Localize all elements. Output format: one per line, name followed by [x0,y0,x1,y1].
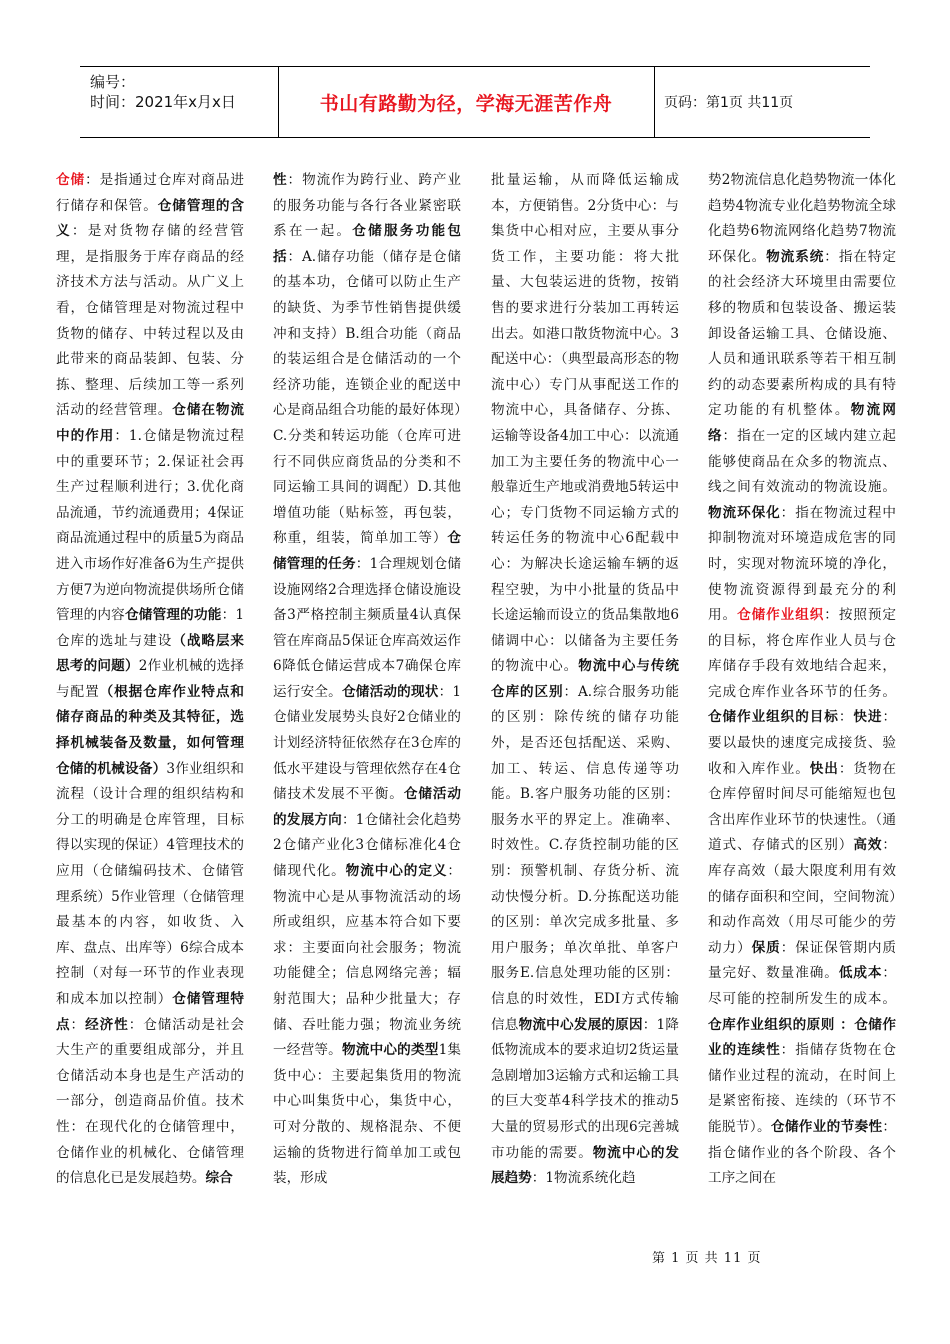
bold-term: 仓储在物流中的作用 [56,402,244,444]
body-text: ：1仓储社会化趋势2仓储产业化3仓储标准化4仓储现代化。 [273,811,461,880]
body-text: ：1物流系统化趋 [531,1170,636,1187]
body-text: ：是指通过仓库对商品进行储存和保管。 [56,172,244,214]
bold-term: 高效 [853,837,883,854]
bold-term: 快出 [809,760,839,777]
bold-term: 仓储活动的现状 [341,683,439,700]
body-text: ：尽可能的控制所发生的成本。 [708,965,896,1007]
highlight-term: 仓储作业组织 [737,607,825,624]
bold-term: 仓储活动的发展方向 [273,786,461,828]
body-text: ：A.储存功能（储存是仓储的基本功，仓储可以防止生产的缺货、为季节性销售提供缓冲和支持）B.组合功能（商品的装运组合是仓储活动的一个经济功能，连锁企业的配送中心是商品组合功能的最好体现）C.分类和转运功能（仓库可进行不同供应商货品的分类和不同运输工具间的调配）D.其他增值功能（贴标签，再包装，称重，组装，简单加工等） [273,248,461,547]
body-text: ：1仓库的选址与建设 [56,607,244,649]
bold-term: 物流中心发展的原因 [518,1016,643,1033]
body-text: ：指在一定的区域内建立起能够使商品在众多的物流点、线之间有效流动的物流设施。 [708,427,896,496]
body-text: ：是对货物存储的经营管理，是指服务于库存商品的经济技术方法与活动。从广义上看，仓储管理是对物流过程中货物的储存、中转过程以及由此带来的商品装卸、包装、分拣、整理、后续加工等一系列活动的经营管理。 [56,223,244,419]
body-text: ：物流中心是从事物流活动的场所或组织，应基本符合如下要求：主要面向社会服务；物流功能健全；信息网络完善；辐射范围大；品种少批量大；存储、吞吐能力强；物流业务统一经营等。 [273,863,461,1059]
bold-term: 仓储管理的功能 [124,607,222,624]
bold-term: 仓储作业的节奏性 [770,1118,883,1135]
bold-term: 仓储服务功能包括 [273,223,461,265]
body-text: ： [70,1016,86,1033]
body-text: ：保证保管期内质量完好、数量准确。 [708,939,896,982]
bold-term: 物流中心的发展趋势 [491,1144,679,1187]
document-number: 编号： [90,73,136,91]
bold-term: 性 [273,172,288,188]
text-column-3 [491,168,679,1248]
bold-term: 保质 [751,939,781,956]
bold-term: 物流环保化 [708,504,781,521]
bold-term: 物流系统 [766,248,825,265]
body-text: ：1.仓储是物流过程中的重要环节；2.保证社会再生产过程顺利进行；3.优化商品流通，节约流通费用；4保证商品流通过程中的质量5为商品进入市场作好准备6为生产提供方便7为逆向物流提供场所仓储管理的内容 [56,427,244,624]
body-text: 2作业机械的选择与配置 [56,658,244,700]
bold-term: 仓储管理的任务 [273,530,461,572]
bold-term: （根据仓库作业特点和储存商品的种类及其特征，选择机械装备及数量，如何管理仓储的机械设备） [56,683,244,777]
text-column-4 [708,168,896,1248]
body-text: ：按照预定的目标，将仓库作业人员与仓库储存手段有效地结合起来，完成仓库作业各环节的任务。 [708,607,896,700]
header-meta-cell [80,67,279,137]
body-text: ：1降低物流成本的要求迫切2货运量急剧增加3运输方式和运输工具的巨大变革4科学技术的推动5大量的贸易形式的出现6完善城市功能的需要。 [491,1016,679,1161]
bold-term: 物流中心的类型 [341,1042,439,1059]
motto: 书山有路勤为径，学海无涯苦作舟 [319,92,613,115]
body-text: 批量运输，从而降低运输成本，方便销售。2分货中心：与集货中心相对应，主要从事分货工作，主要功能：将大批量、大包装运进的货物，按销售的要求进行分装加工再转运出去。如港口散货物流中心。3配送中心：（典型最高形态的物流中心）专门从事配送工作的物流中心，具备储存、分拣、运输等设备4加工中心：以流通加工为主要任务的物流中心一般靠近生产地或消费地5转运中心；专门货物不同运输方式的转运任务的物流中心6配载中心：为解决长途运输车辆的返程空驶，为中小批量的货品中长途运输而设立的货品集散地6储调中心：以储备为主要任务的物流中心。 [491,172,679,675]
body-text: ：要以最快的速度完成接货、验收和入库作业。 [708,709,896,777]
body-text: ：指在特定的社会经济大环境里由需要位移的物质和包装设备、搬运装卸设备运输工具、仓储设施、人员和通讯联系等若干相互制约的动态要素所构成的具有特定功能的有机整体。 [708,248,896,419]
text-column-2 [273,168,461,1248]
body-columns [0,168,950,1248]
bold-term: 快进 [853,709,883,726]
body-text: ： [838,709,854,726]
page-footer: 第 1 页 共 11 页 [652,1251,762,1266]
body-text: ：1仓储业发展势头良好2仓储业的计划经济特征依然存在3仓库的低水平建设与管理依然存在4仓储技术发展不平衡。 [273,683,461,803]
bold-term: 物流中心的定义 [345,863,448,880]
bold-term: 综合 [205,1170,233,1187]
body-text: ：A.综合服务功能的区别：除传统的储存功能外，是否还包括配送、采购、加工、转运、信息传递等功能。B.客户服务功能的区别：服务水平的界定上。准确率、时效性。C.存货控制功能的区别：预警机制、存货分析、流动快慢分析。D.分拣配送功能的区别：单次完成多批量、多用户服务；单次单批、单客户服务E.信息处理功能的区别：信息的时效性，EDI方式传输信息 [491,683,679,1033]
page-number-info: 页码：第1页 共11页 [664,95,794,111]
bold-term: 仓库作业组织的原则 ：仓储作业的连续性 [708,1016,896,1059]
body-text: ：物流作为跨行业、跨产业的服务功能与各行各业紧密联系在一起。 [273,172,461,240]
bold-term: 仓储管理的含义 [56,197,244,240]
body-text: ：1合理规划仓储设施网络2合理选择仓储设施设备3严格控制主频质量4认真保管在库商品5保证仓库高效运作6降低仓储运营成本7确保仓库运行安全。 [273,555,461,700]
bold-term: 低成本 [838,965,883,982]
body-text: 势2物流信息化趋势物流一体化趋势4物流专业化趋势物流全球化趋势6物流网络化趋势7物流环保化。 [708,172,896,265]
header-motto-cell [278,67,655,137]
highlight-term: 仓储 [56,172,86,188]
page-header [80,66,870,138]
header-page-cell [654,67,870,137]
bold-term: 经济性 [85,1016,129,1033]
document-time: 时间：2021年x月x日 [90,93,236,111]
body-text: 3作业组织和流程（设计合理的组织结构和分工的明确是仓库管理，目标得以实现的保证）4管理技术的应用（仓储编码技术、仓储管理系统）5作业管理（仓储管理最基本的内容，如收货、入库、盘点、出库等）6综合成本控制（对每一环节的作业表现和成本加以控制） [56,760,244,1007]
body-text: ：指储存货物在仓储作业过程的流动，在时间上是紧密衔接、连续的（环节不能脱节）。 [708,1042,896,1135]
bold-term: 仓储作业组织的目标 [708,709,839,726]
body-text: ：货物在仓库停留时间尽可能缩短也包含出库作业环节的快速性。（通道式、存储式的区别） [708,760,896,854]
body-text: 1集货中心：主要起集货用的物流中心叫集货中心，集货中心，可对分散的、规格混杂、不便运输的货物进行简单加工或包装，形成 [273,1042,461,1187]
text-column-1 [56,168,244,1248]
body-text: ：仓储活动是社会大生产的重要组成部分，并且仓储活动本身也是生产活动的一部分，创造商品价值。技术性：在现代化的仓储管理中，仓储作业的机械化、仓储管理的信息化已是发展趋势。 [56,1016,244,1187]
body-text: ：指仓储作业的各个阶段、各个工序之间在 [708,1118,896,1187]
bold-term: （战略层来思考的问题） [56,632,244,675]
bold-term: 物流网络 [708,402,896,444]
body-text: ：库存高效（最大限度利用有效的储存面积和空间，空间物流）和动作高效（用尽可能少的劳动力） [708,837,896,956]
bold-term: 物流中心与传统仓库的区别 [491,658,679,700]
body-text: ：指在物流过程中抑制物流对环境造成危害的同时，实现对物流环境的净化，使物流资源得到最充分的利用。 [708,504,896,624]
bold-term: 仓储管理特点 [56,991,244,1033]
